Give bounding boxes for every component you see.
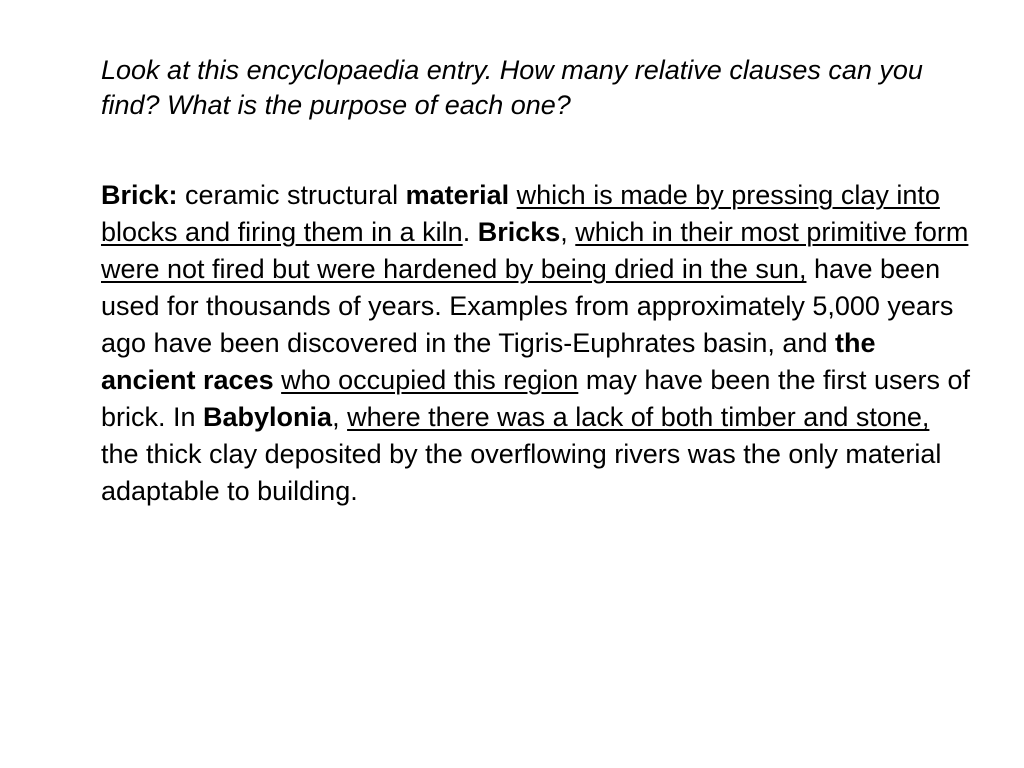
- entry-text: ,: [560, 217, 576, 247]
- antecedent-ancient-races: the ancient races: [101, 328, 876, 395]
- antecedent-material: material: [405, 180, 510, 210]
- antecedent-babylonia: Babylonia: [203, 402, 333, 432]
- entry-text: may have been the first users of brick. In: [101, 365, 971, 432]
- relative-clause-3: who occupied this region: [281, 365, 579, 395]
- entry-text: the thick clay deposited by the overflowing rivers was the only material adaptable to building.: [101, 439, 942, 506]
- entry-term: Brick:: [101, 180, 178, 210]
- relative-clause-1: which is made by pressing clay into blocks and firing them in a kiln: [101, 180, 940, 247]
- antecedent-bricks: Bricks: [477, 217, 561, 247]
- task-prompt: Look at this encyclopaedia entry. How many relative clauses can you find? What is the purpose of each one?: [101, 55, 923, 120]
- entry-text: [274, 365, 282, 395]
- relative-clause-4: where there was a lack of both timber and stone,: [347, 402, 930, 432]
- entry-text: .: [462, 217, 478, 247]
- entry-text: have been used for thousands of years. Examples from approximately 5,000 years ago have been discovered in the Tigris-Euphrates basin, and: [101, 254, 954, 358]
- entry-text: ,: [332, 402, 348, 432]
- entry-text: [509, 180, 517, 210]
- relative-clause-2: which in their most primitive form were not fired but were hardened by being dried in the sun,: [101, 217, 969, 284]
- entry-text: ceramic structural: [177, 180, 406, 210]
- encyclopaedia-entry: [101, 177, 973, 510]
